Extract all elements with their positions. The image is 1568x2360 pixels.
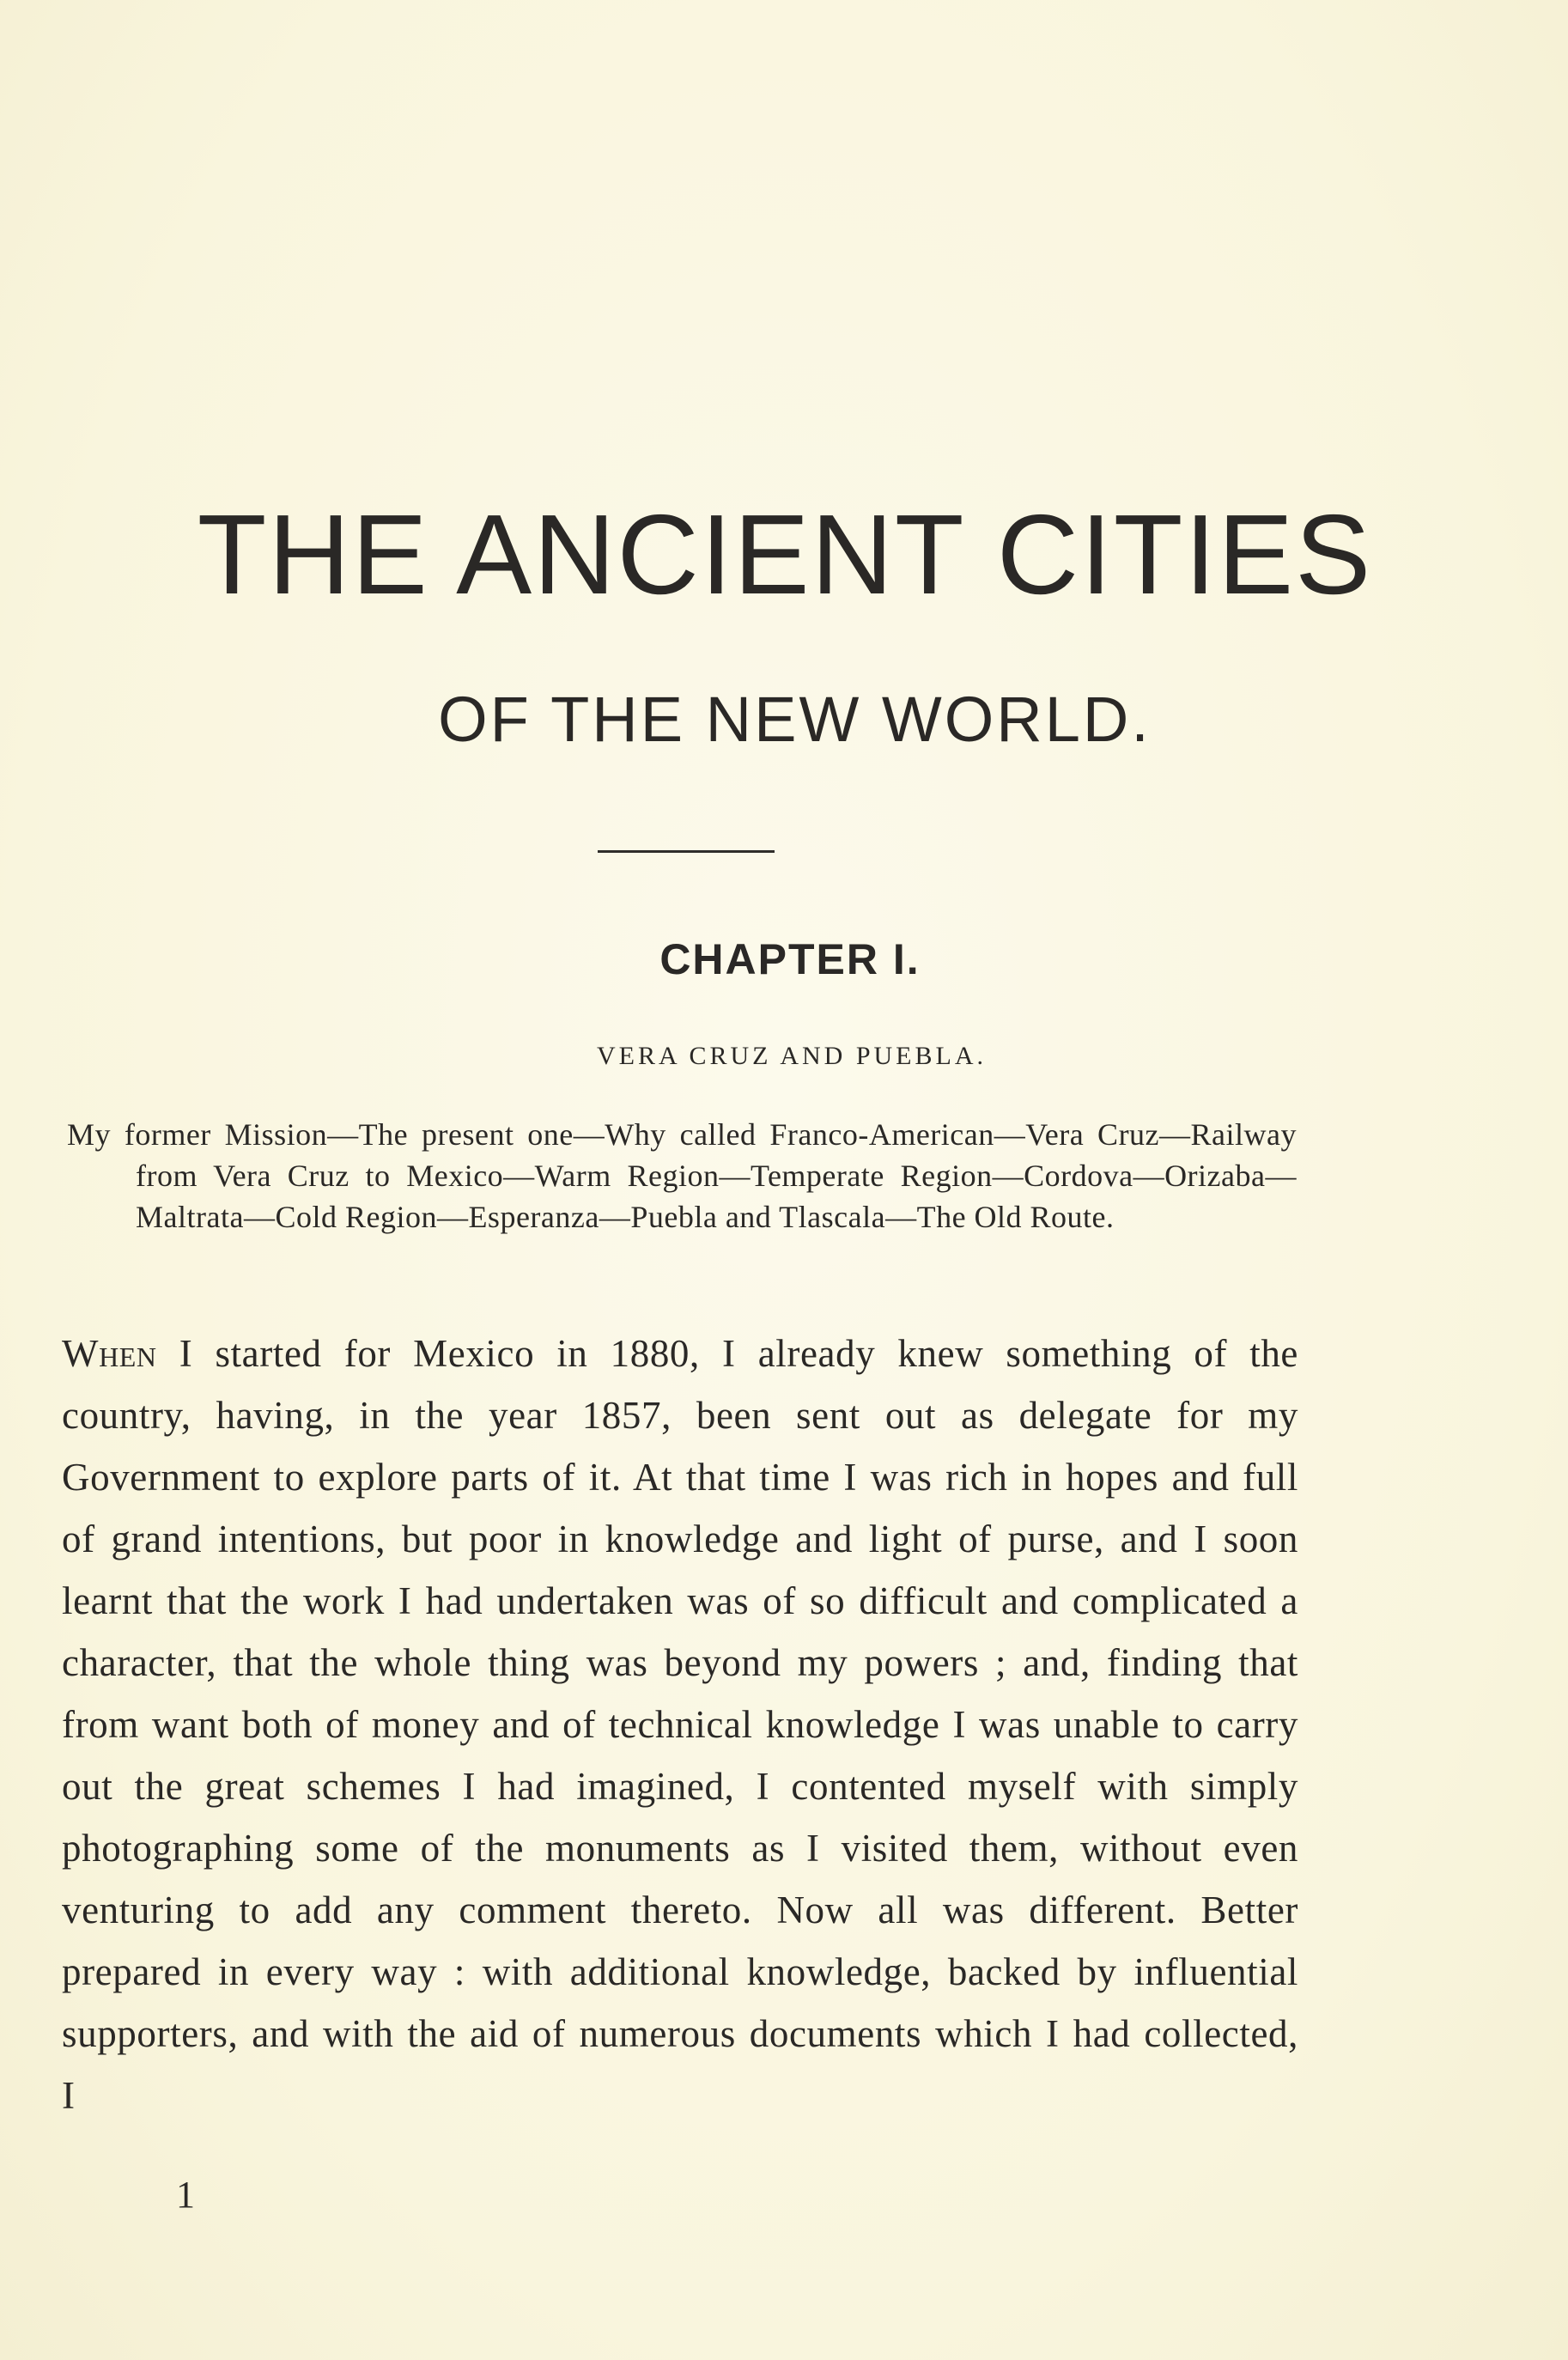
signature-mark: 1 [176,2174,195,2216]
chapter-subject: VERA CRUZ AND PUEBLA. [596,1042,988,1070]
title-divider [598,850,775,853]
chapter-synopsis: My former Mission—The present one—Why called Franco-American—Vera Cruz—Railway from Vera Cruz to Mexico—Warm Region—Temperate Region—Cordova—Orizaba—Maltrata—Cold Region—Esperanza—Puebla and Tlascala—The Old Route. [67,1117,1297,1234]
opening-word: When [62,1332,157,1375]
book-title: THE ANCIENT CITIES [197,491,1373,617]
chapter-heading: CHAPTER I. [659,935,921,983]
body-paragraph [62,1323,1298,2126]
book-subtitle: OF THE NEW WORLD. [438,684,1152,755]
body-text: I started for Mexico in 1880, I already knew something of the country, having, in the year 1857, been sent out as delegate for my Government to explore parts of it. At that time I was rich in hopes and full of grand intentions, but poor in knowledge and light of purse, and I soon learnt that the work I had undertaken was of so difficult and complicated a character, that the whole thing was beyond my powers ; and, finding that from want both of money and of technical knowledge I was unable to carry out the great schemes I had imagined, I contented myself with simply photographing some of the monuments as I visited them, without even venturing to add any comment thereto. Now all was different. Better prepared in every way : with additional knowledge, backed by influential supporters, and with the aid of numerous documents which I had collected, I [62,1332,1298,2117]
